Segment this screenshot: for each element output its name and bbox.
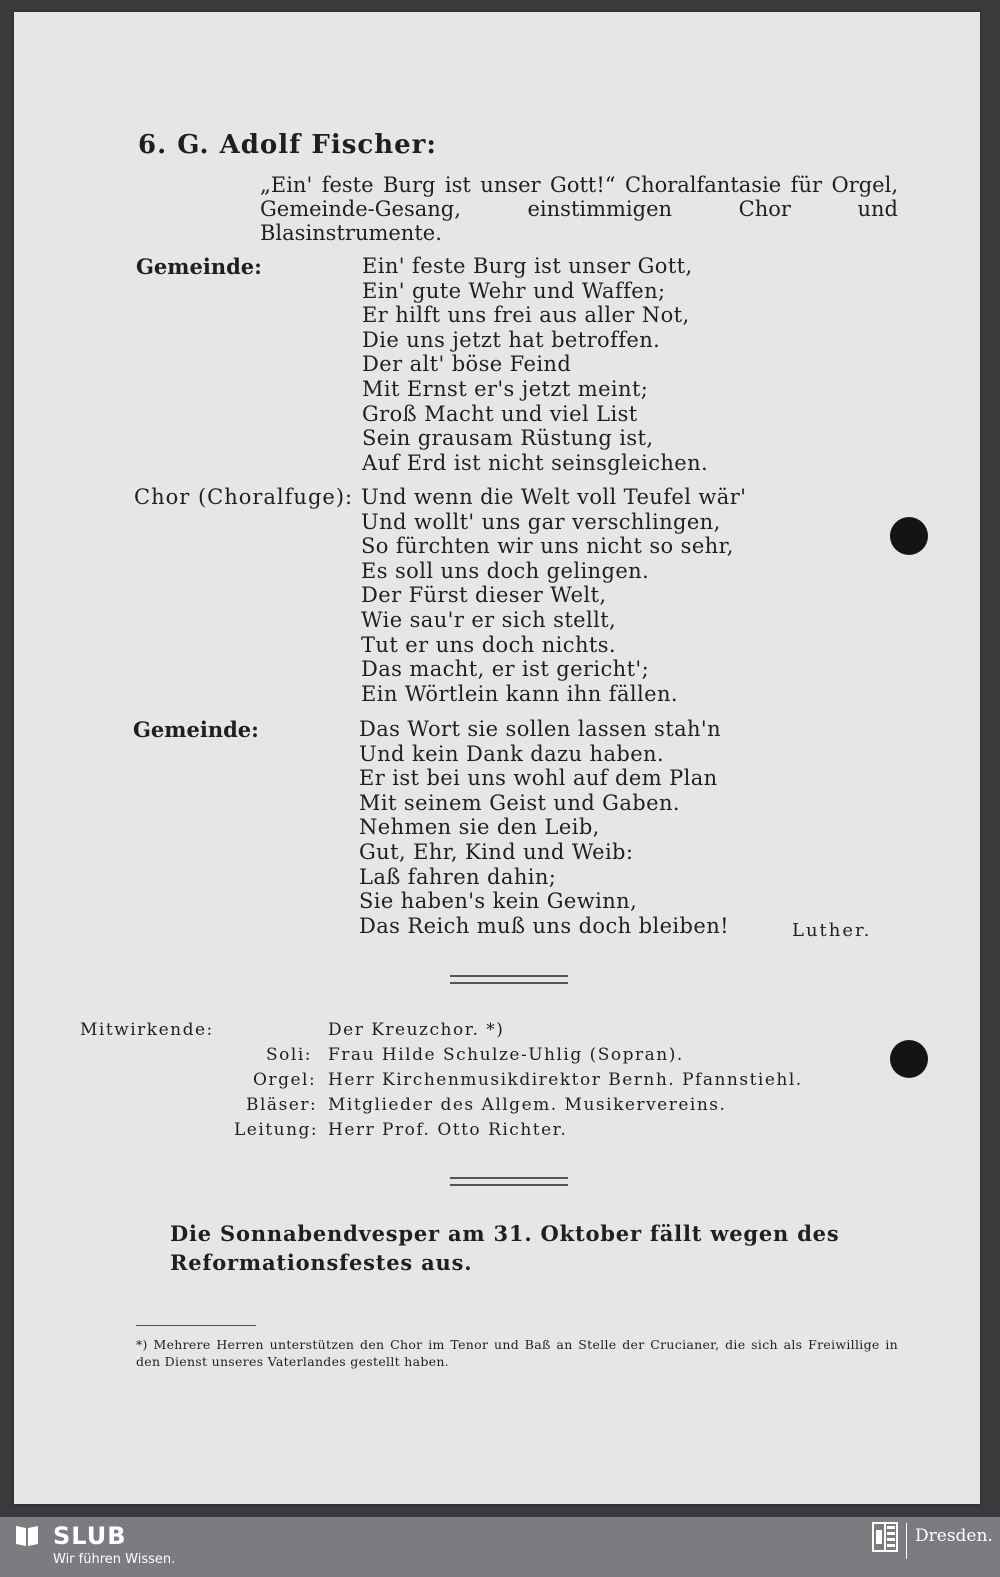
verse-line: Das Reich muß uns doch bleiben! xyxy=(359,913,729,938)
verse-line: Mit seinem Geist und Gaben. xyxy=(359,790,680,815)
vesper-notice: Die Sonnabendvesper am 31. Oktober fällt wegen des Reformationsfestes aus. xyxy=(170,1221,840,1275)
credit-row xyxy=(14,1068,914,1093)
verse-line: Gut, Ehr, Kind und Weib: xyxy=(359,839,634,864)
verse-line: Wie sau'r er sich stellt, xyxy=(361,607,617,632)
verse-line: Ein' feste Burg ist unser Gott, xyxy=(362,254,693,278)
credit-role: Orgel: xyxy=(253,1070,317,1090)
library-tagline: Wir führen Wissen. xyxy=(53,1552,176,1567)
verse-line: Der alt' böse Feind xyxy=(362,352,572,377)
divider-rule xyxy=(450,1177,568,1186)
verse-line: Er hilft uns frei aus aller Not, xyxy=(362,303,690,328)
footnote: *) Mehrere Herren unterstützen den Chor im Tenor und Baß an Stelle der Crucianer, die sich als Freiwillige in den Dienst unseres Vaterlandes gestellt haben. xyxy=(136,1337,898,1369)
stanza-3-label: Gemeinde: xyxy=(133,717,259,742)
divider-rule xyxy=(450,975,568,984)
credits-list xyxy=(14,1018,914,1143)
verse-line: Ein Wörtlein kann ihn fällen. xyxy=(361,681,678,706)
stanza-2-label: Chor (Choralfuge): xyxy=(134,485,354,509)
verse-line: Das Wort sie sollen lassen stah'n xyxy=(359,717,722,741)
credit-role: Leitung: xyxy=(234,1120,319,1140)
credit-row xyxy=(14,1018,914,1043)
verse-line: Ein' gute Wehr und Waffen; xyxy=(362,278,666,303)
verse-line: Die uns jetzt hat betroffen. xyxy=(362,327,661,352)
city-logo-text[interactable]: Dresden. xyxy=(915,1526,993,1546)
credit-value: Mitglieder des Allgem. Musikervereins. xyxy=(328,1095,727,1115)
viewer-footer xyxy=(0,1517,1000,1577)
verse-line: Tut er uns doch nichts. xyxy=(361,632,616,657)
hymn-author: Luther. xyxy=(792,920,872,941)
verse-line: So fürchten wir uns nicht so sehr, xyxy=(361,534,734,559)
piece-description: „Ein' feste Burg ist unser Gott!“ Choralfantasie für Orgel, Gemeinde-Gesang, einstimmigen Chor und Blasinstrumente. xyxy=(260,173,898,245)
verse-line: Und wollt' uns gar verschlingen, xyxy=(361,509,721,534)
stanza-2-lines xyxy=(361,485,746,706)
verse-line: Sein grausam Rüstung ist, xyxy=(362,426,654,451)
credit-value: Der Kreuzchor. *) xyxy=(328,1020,505,1040)
credit-row xyxy=(14,1118,914,1143)
slub-book-icon xyxy=(14,1522,40,1548)
credit-row xyxy=(14,1043,914,1068)
verse-line: Laß fahren dahin; xyxy=(359,864,557,889)
verse-line: Es soll uns doch gelingen. xyxy=(361,558,650,583)
verse-line: Er ist bei uns wohl auf dem Plan xyxy=(359,766,718,791)
piece-heading: 6. G. Adolf Fischer: xyxy=(138,130,437,160)
dresden-crest-icon xyxy=(872,1522,898,1552)
verse-line: Groß Macht und viel List xyxy=(362,401,638,426)
credit-value: Herr Kirchenmusikdirektor Bernh. Pfannstiehl. xyxy=(328,1070,803,1090)
verse-line: Und kein Dank dazu haben. xyxy=(359,741,665,766)
footnote-rule xyxy=(136,1325,256,1326)
credit-value: Herr Prof. Otto Richter. xyxy=(328,1120,568,1140)
credit-row xyxy=(14,1093,914,1118)
verse-line: Und wenn die Welt voll Teufel wär' xyxy=(361,485,747,509)
footer-divider xyxy=(906,1523,907,1559)
library-logo-text[interactable]: SLUB xyxy=(53,1522,127,1550)
credit-role: Mitwirkende: xyxy=(80,1020,214,1040)
credit-value: Frau Hilde Schulze-Uhlig (Sopran). xyxy=(328,1045,684,1065)
verse-line: Der Fürst dieser Welt, xyxy=(361,583,607,608)
stanza-1-label: Gemeinde: xyxy=(136,254,262,279)
credit-role: Bläser: xyxy=(246,1095,318,1115)
stanza-3-lines xyxy=(359,717,729,938)
verse-line: Mit Ernst er's jetzt meint; xyxy=(362,376,649,401)
stanza-1-lines xyxy=(362,254,708,475)
verse-line: Das macht, er ist gericht'; xyxy=(361,657,650,682)
verse-line: Auf Erd ist nicht seinsgleichen. xyxy=(362,450,709,475)
credit-role: Soli: xyxy=(266,1045,312,1065)
verse-line: Nehmen sie den Leib, xyxy=(359,815,600,840)
document-page xyxy=(14,12,980,1504)
verse-line: Sie haben's kein Gewinn, xyxy=(359,889,638,914)
punch-hole-top xyxy=(890,517,928,555)
